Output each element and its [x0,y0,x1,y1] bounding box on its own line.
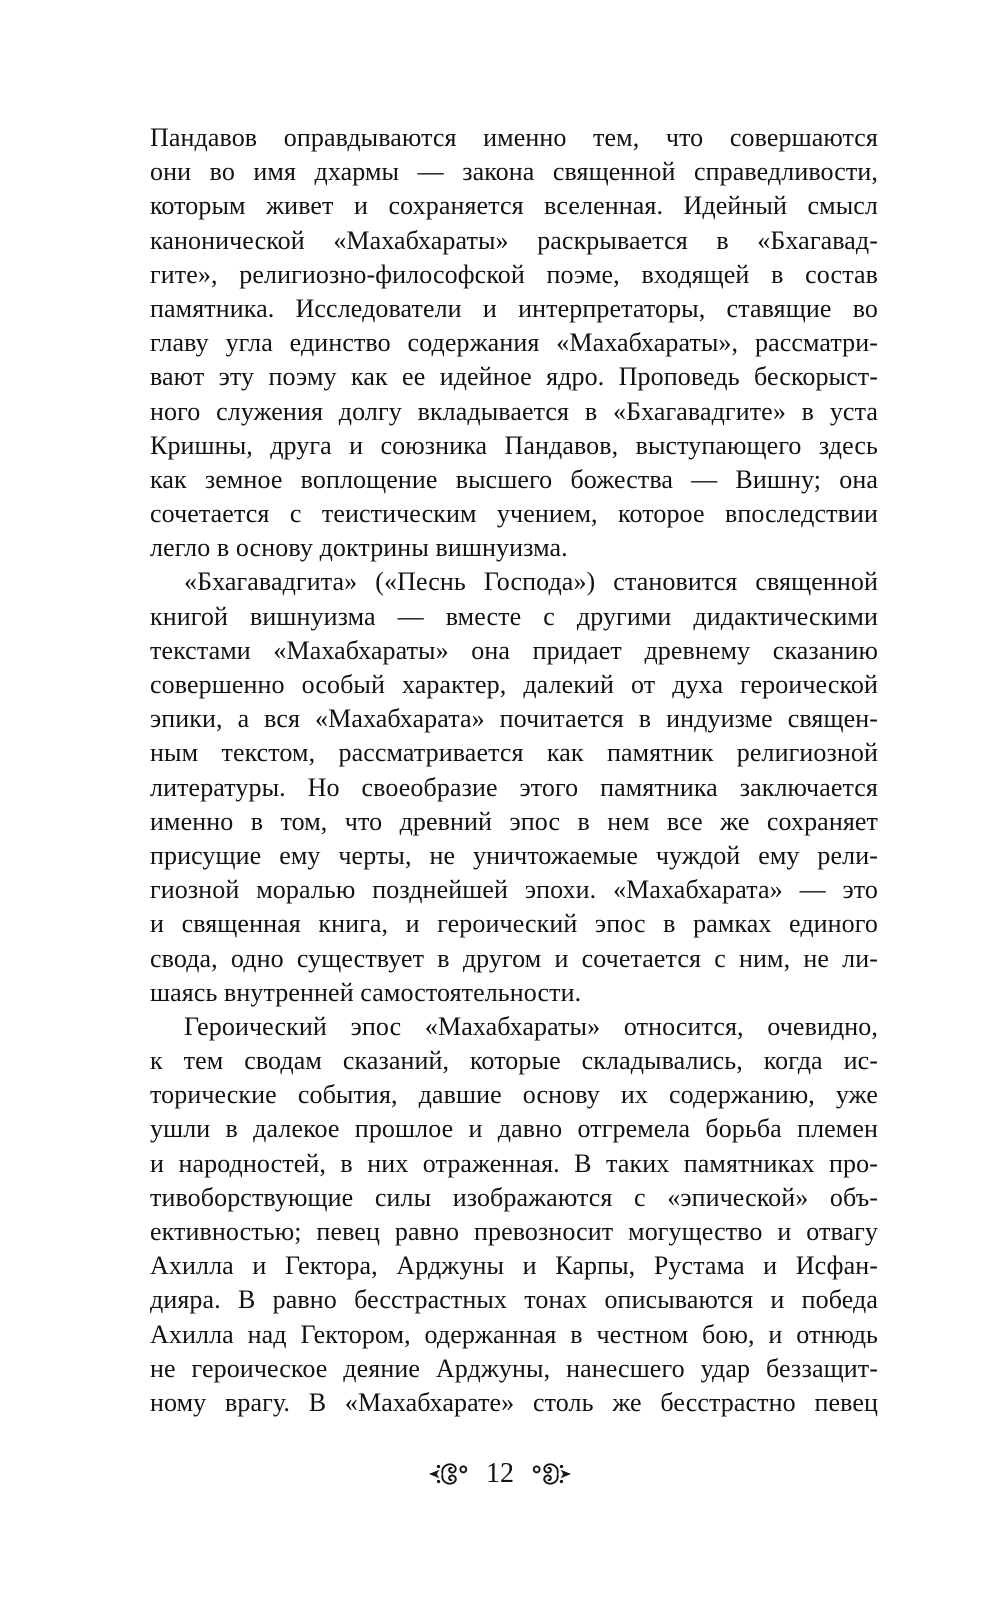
text-line: торические события, давшие основу их содержанию, уже [150,1080,878,1110]
fleuron-left-icon [428,1460,470,1488]
text-line: эпики, а вся «Махабхарата» почитается в индуизме священ- [150,704,878,734]
text-line: вают эту поэму как ее идейное ядро. Проповедь бескорыст- [150,362,878,392]
text-line: легло в основу доктрины вишнуизма. [150,533,568,563]
text-line: гите», религиозно-философской поэме, входящей в состав [150,259,878,289]
text-line: Ахилла и Гектора, Арджуны и Карпы, Рустама и Исфан- [150,1251,878,1281]
text-line: главу угла единство содержания «Махабхараты», рассматри- [150,328,878,358]
text-line: именно в том, что древний эпос в нем все же сохраняет [150,806,878,836]
text-line: сочетается с теистическим учением, которое впоследствии [150,499,878,529]
text-line: и священная книга, и героический эпос в рамках единого [150,909,878,939]
text-line: ного служения долгу вкладывается в «Бхагавадгите» в уста [150,396,878,426]
text-line: ушли в далекое прошлое и давно отгремела борьба племен [150,1114,878,1144]
page-number: 12 [486,1458,514,1489]
text-line: ному врагу. В «Махабхарате» столь же бесстрастно певец [150,1387,878,1417]
text-line: Пандавов оправдываются именно тем, что совершаются [150,123,878,152]
text-block [150,121,878,1420]
page-footer [0,1452,1000,1496]
text-line: свода, одно существует в другом и сочетается с ним, не ли- [150,943,878,973]
text-line: ективностью; певец равно превозносит могущество и отвагу [150,1217,878,1246]
text-line: памятника. Исследователи и интерпретаторы, ставящие во [150,293,878,323]
text-line: «Бхагавадгита» («Песнь Господа») становится священной [184,567,878,597]
text-line: дияра. В равно бесстрастных тонах описываются и победа [150,1285,878,1315]
text-line: тивоборствующие силы изображаются с «эпической» объ- [150,1182,878,1212]
text-line: Героический эпос «Махабхараты» относится, очевидно, [184,1011,878,1041]
text-line: они во имя дхармы — закона священной справедливости, [150,157,878,187]
text-line: которым живет и сохраняется вселенная. Идейный смысл [150,191,878,221]
text-line: текстами «Махабхараты» она придает древнему сказанию [150,635,878,665]
text-line: гиозной моралью позднейшей эпохи. «Махабхарата» — это [150,875,878,905]
text-line: как земное воплощение высшего божества — Вишну; она [150,464,878,494]
text-line: присущие ему черты, не уничтожаемые чуждой ему рели- [150,840,878,870]
text-line: книгой вишнуизма — вместе с другими дидактическими [150,601,878,631]
text-line: канонической «Махабхараты» раскрывается в «Бхагавад- [150,225,878,255]
text-line: литературы. Но своеобразие этого памятника заключается [150,772,878,802]
text-line: совершенно особый характер, далекий от духа героической [150,670,878,699]
text-line: и народностей, в них отраженная. В таких памятниках про- [150,1148,878,1178]
text-line: не героическое деяние Арджуны, нанесшего удар беззащит- [150,1353,878,1383]
fleuron-right-icon [530,1460,572,1488]
text-line: к тем сводам сказаний, которые складывались, когда ис- [150,1046,878,1076]
text-line: ным текстом, рассматривается как памятник религиозной [150,738,878,768]
text-line: Кришны, друга и союзника Пандавов, выступающего здесь [150,430,878,460]
text-line: шаясь внутренней самостоятельности. [150,977,582,1007]
text-line: Ахилла над Гектором, одержанная в честном бою, и отнюдь [150,1319,878,1349]
